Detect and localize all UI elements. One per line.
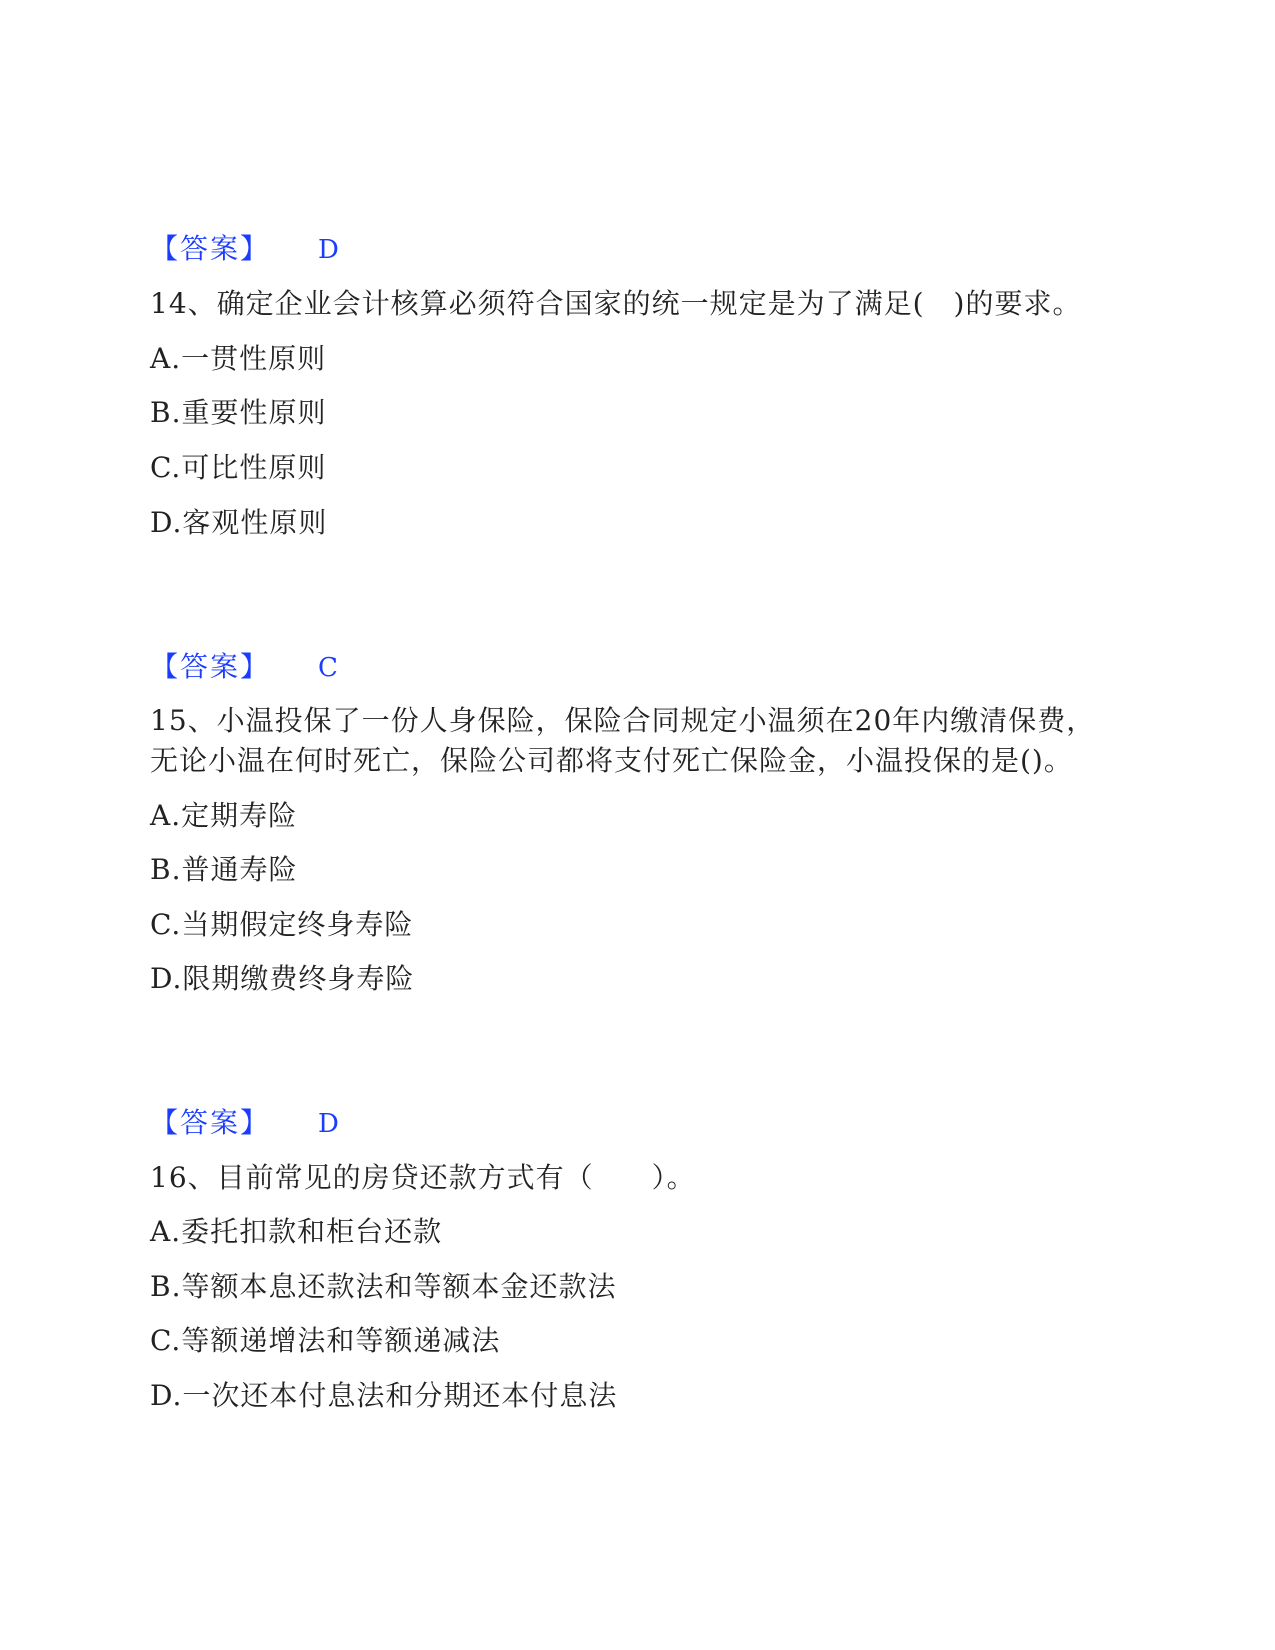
answer-line (150, 646, 338, 689)
question-16-option-c: C.等额递增法和等额递减法 (150, 1324, 501, 1357)
question-16-option-a: A.委托扣款和柜台还款 (150, 1215, 443, 1248)
question-15-option-c: C.当期假定终身寿险 (150, 908, 414, 941)
answer-value: C (318, 653, 338, 683)
answer-line (150, 228, 339, 271)
question-15-option-a: A.定期寿险 (150, 799, 298, 832)
question-15-option-d: D.限期缴费终身寿险 (150, 962, 415, 995)
answer-value: D (318, 1109, 339, 1139)
answer-line (150, 1102, 339, 1145)
question-14-option-c: C.可比性原则 (150, 451, 327, 484)
question-16-option-d: D.一次还本付息法和分期还本付息法 (150, 1379, 618, 1412)
question-15-option-b: B.普通寿险 (150, 853, 298, 886)
answer-value: D (318, 235, 339, 265)
question-16-option-b: B.等额本息还款法和等额本金还款法 (150, 1270, 617, 1303)
question-14-option-b: B.重要性原则 (150, 396, 327, 429)
question-16-text: 16、目前常见的房贷还款方式有（ ）。 (150, 1161, 696, 1194)
answer-label: 【答案】 (150, 232, 271, 265)
question-14-option-d: D.客观性原则 (150, 506, 328, 539)
question-14-text: 14、确定企业会计核算必须符合国家的统一规定是为了满足( )的要求。 (150, 287, 1082, 320)
answer-label: 【答案】 (150, 1106, 271, 1139)
question-15-text-line-1: 15、小温投保了一份人身保险，保险合同规定小温须在20年内缴清保费， (150, 704, 1096, 737)
question-14-option-a: A.一贯性原则 (150, 342, 327, 375)
question-15-text-line-2: 无论小温在何时死亡，保险公司都将支付死亡保险金，小温投保的是()。 (150, 744, 1073, 777)
answer-label: 【答案】 (150, 650, 271, 683)
